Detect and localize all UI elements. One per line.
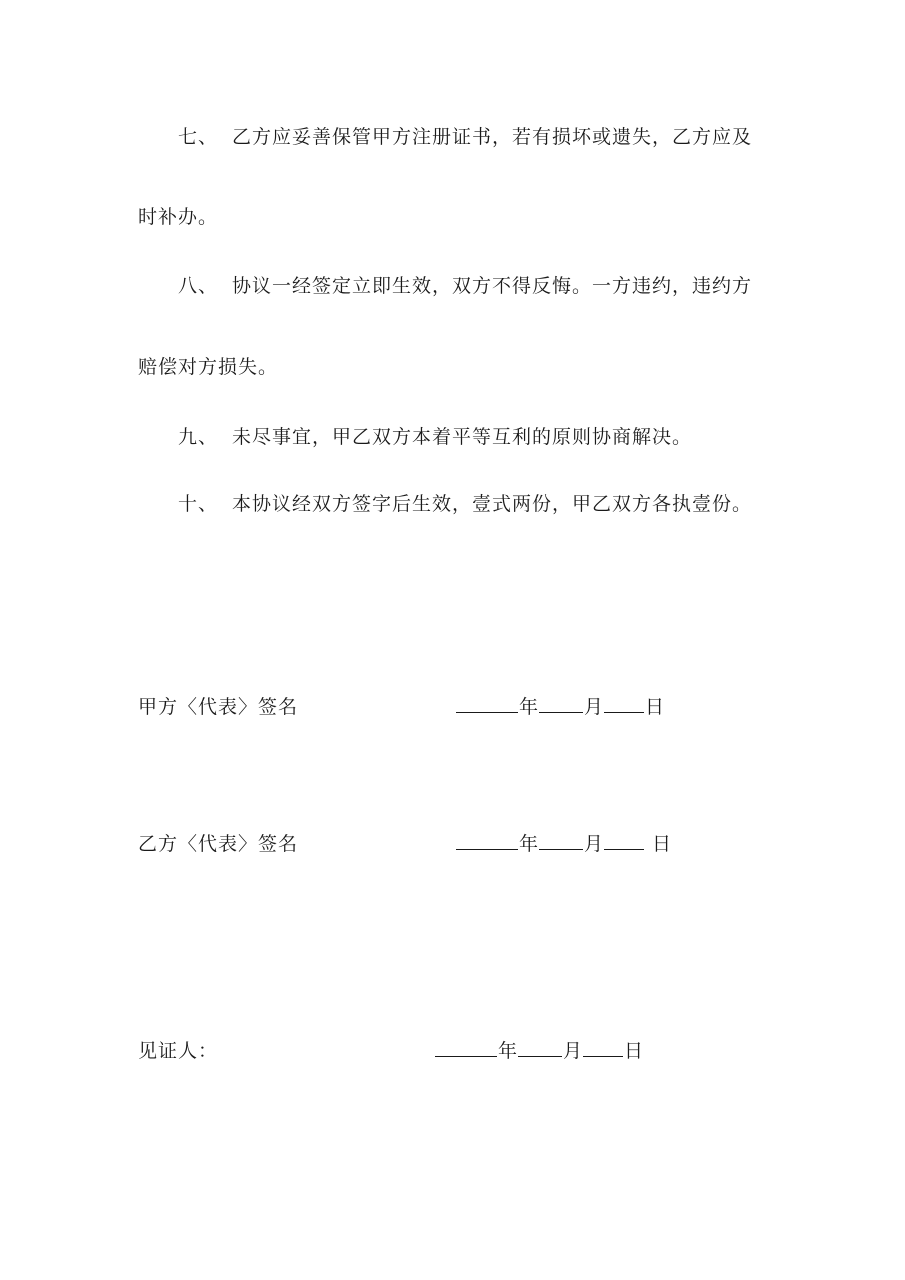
clause-10-text: 本协议经双方签字后生效，壹式两份，甲乙双方各执壹份。 xyxy=(232,493,753,515)
clause-8-text: 协议一经签定立即生效，双方不得反悔。一方违约，违约方 xyxy=(232,275,753,297)
clause-8-line-2: 赔偿对方损失。 xyxy=(138,356,279,378)
witness-year-blank[interactable] xyxy=(435,1038,497,1057)
clause-10-number: 十、 xyxy=(178,493,219,515)
day-label: 日 xyxy=(624,1040,644,1062)
year-label: 年 xyxy=(519,696,539,718)
clause-9-text: 未尽事宜，甲乙双方本着平等互利的原则协商解决。 xyxy=(232,426,693,448)
day-label: 日 xyxy=(652,833,672,855)
party-b-day-blank[interactable] xyxy=(604,831,644,850)
party-a-month-blank[interactable] xyxy=(539,694,583,713)
clause-10-line-1 xyxy=(178,491,752,517)
party-a-date xyxy=(456,694,665,720)
clause-9-number: 九、 xyxy=(178,426,219,448)
party-b-date xyxy=(456,831,672,857)
clause-8-number: 八、 xyxy=(178,275,219,297)
party-a-day-blank[interactable] xyxy=(604,694,644,713)
party-a-signature-label: 甲方〈代表〉签名 xyxy=(138,696,299,718)
party-b-month-blank[interactable] xyxy=(539,831,583,850)
month-label: 月 xyxy=(584,833,604,855)
party-a-year-blank[interactable] xyxy=(456,694,518,713)
clause-9-line-1 xyxy=(178,424,692,450)
witness-signature-label: 见证人： xyxy=(138,1040,219,1062)
witness-date xyxy=(435,1038,644,1064)
clause-8-line-1 xyxy=(178,273,752,299)
month-label: 月 xyxy=(563,1040,583,1062)
witness-month-blank[interactable] xyxy=(518,1038,562,1057)
party-b-year-blank[interactable] xyxy=(456,831,518,850)
month-label: 月 xyxy=(584,696,604,718)
clause-7-number: 七、 xyxy=(178,126,219,148)
party-b-signature-label: 乙方〈代表〉签名 xyxy=(138,833,299,855)
year-label: 年 xyxy=(519,833,539,855)
clause-7-text: 乙方应妥善保管甲方注册证书，若有损坏或遗失，乙方应及 xyxy=(232,126,753,148)
clause-7-line-2: 时补办。 xyxy=(138,206,219,228)
day-label: 日 xyxy=(645,696,665,718)
witness-day-blank[interactable] xyxy=(583,1038,623,1057)
year-label: 年 xyxy=(498,1040,518,1062)
clause-7-line-1 xyxy=(178,124,752,150)
